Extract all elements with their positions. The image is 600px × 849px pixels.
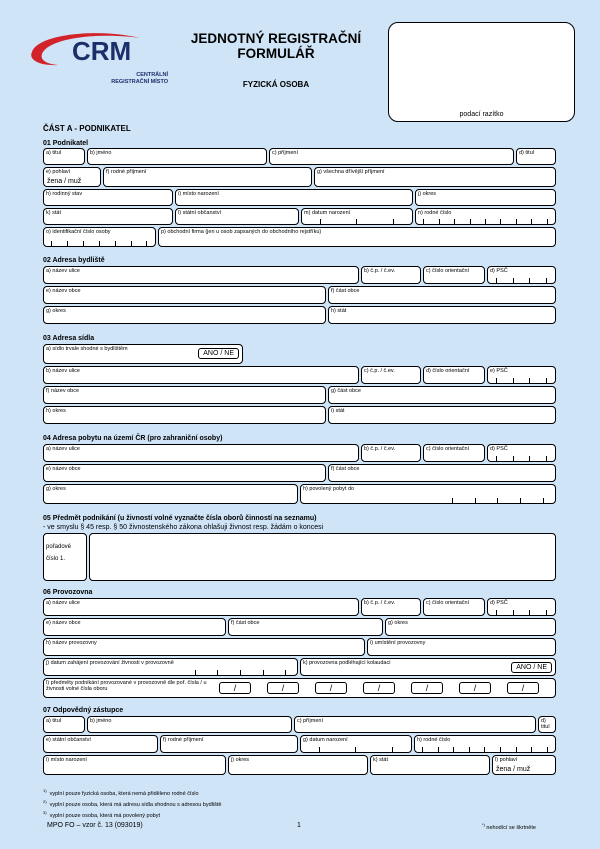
- s07-okres[interactable]: j) okres: [228, 755, 368, 775]
- crm-logo-text: CRM: [72, 36, 132, 66]
- s03-obec[interactable]: f) název obce: [43, 386, 326, 404]
- s03-okres[interactable]: h) okres: [43, 406, 326, 424]
- s07-titul-d[interactable]: d) titul: [538, 716, 556, 733]
- s06-row2: [43, 618, 556, 636]
- s07-misto[interactable]: i) místo narození: [43, 755, 226, 775]
- s06-nazev[interactable]: h) název provozovny: [43, 638, 365, 656]
- s01-misto[interactable]: i) místo narození: [175, 189, 413, 206]
- s01-rodne-prijmeni[interactable]: f) rodné příjmení: [103, 167, 312, 187]
- s04-obec[interactable]: e) název obce: [43, 464, 326, 482]
- form-code: MPO FO – vzor č. 13 (093019): [47, 822, 143, 829]
- s01-pohlavi[interactable]: e) pohlaví žena / muž: [43, 167, 101, 187]
- form-subtitle: FYZICKÁ OSOBA: [242, 80, 310, 89]
- s01-row2: [43, 167, 556, 187]
- s06-kolaudace[interactable]: k) provozovna podléhající kolaudaci ANO / NE: [300, 658, 556, 676]
- s06-psc[interactable]: d) PSČ: [487, 598, 556, 616]
- section-01-title: 01 Podnikatel: [43, 140, 89, 147]
- s06-umisteni[interactable]: i) umístění provozovny: [367, 638, 556, 656]
- s01-datum[interactable]: m) datum narození: [301, 208, 413, 225]
- s02-co[interactable]: c) číslo orientační: [423, 266, 485, 284]
- s03-ano-ne[interactable]: ANO / NE: [198, 348, 239, 359]
- s06-slot-2[interactable]: /: [267, 682, 299, 694]
- s02-obec[interactable]: e) název obce: [43, 286, 326, 304]
- s02-psc[interactable]: d) PSČ: [487, 266, 556, 284]
- s04-cp[interactable]: b) č.p. / č.ev.: [361, 444, 421, 462]
- s01-rc[interactable]: n) rodné číslo: [415, 208, 556, 225]
- s06-cp[interactable]: b) č.p. / č.ev.: [361, 598, 421, 616]
- s07-row1: [43, 716, 556, 733]
- section-02-title: 02 Adresa bydliště: [43, 257, 105, 264]
- s02-row1: [43, 266, 556, 284]
- s06-slot-3[interactable]: /: [315, 682, 347, 694]
- s02-ulice[interactable]: a) název ulice: [43, 266, 359, 284]
- part-title: ČÁST A - PODNIKATEL: [43, 124, 131, 133]
- s02-row2: [43, 286, 556, 304]
- s01-prijmeni[interactable]: c) příjmení: [269, 148, 514, 165]
- s05-predmet[interactable]: [89, 533, 556, 581]
- s06-slot-5[interactable]: /: [411, 682, 443, 694]
- s01-row3: [43, 189, 556, 206]
- s07-stat[interactable]: k) stát: [370, 755, 490, 775]
- s07-row3: [43, 755, 556, 775]
- s02-row3: [43, 306, 556, 324]
- s06-cast[interactable]: f) část obce: [228, 618, 383, 636]
- s06-slot-1[interactable]: /: [219, 682, 251, 694]
- s01-row4: [43, 208, 556, 225]
- s04-row1: [43, 444, 556, 462]
- s07-rodne[interactable]: f) rodné příjmení: [160, 735, 298, 753]
- s06-predmety[interactable]: l) předměty podnikání provozované v provozovně dle poř. čísla / u živnosti volné čísla oboru: [43, 678, 556, 698]
- footnote-3: $^{3)}$ vyplní pouze osoba, která má povolený pobyt: [43, 810, 160, 819]
- s01-rodinny[interactable]: h) rodinný stav: [43, 189, 173, 206]
- section-03-title: 03 Adresa sídla: [43, 335, 95, 342]
- stamp-label: podací razítko: [459, 111, 504, 118]
- s04-row3: [43, 484, 556, 504]
- s06-slot-6[interactable]: /: [459, 682, 491, 694]
- s05-row: [43, 533, 556, 581]
- s06-row1: [43, 598, 556, 616]
- page-number: 1: [297, 822, 301, 829]
- s01-drivejsi[interactable]: g) všechna dřívější příjmení: [314, 167, 556, 187]
- s03-psc[interactable]: e) PSČ: [487, 366, 556, 384]
- s07-prijmeni[interactable]: c) příjmení: [294, 716, 536, 733]
- s01-okres[interactable]: j) okres: [415, 189, 556, 206]
- section-07-title: 07 Odpovědný zástupce: [43, 707, 124, 714]
- s06-row3: [43, 638, 556, 656]
- footnote-strike: *) nehodící se škrtněte: [482, 822, 536, 831]
- s04-cast[interactable]: f) část obce: [328, 464, 556, 482]
- s06-slot-7[interactable]: /: [507, 682, 539, 694]
- section-04-title: 04 Adresa pobytu na území ČR (pro zahraniční osoby): [43, 435, 223, 442]
- s02-cp[interactable]: b) č.p. / č.ev.: [361, 266, 421, 284]
- s03-cp[interactable]: c) č.p. / č.ev.: [361, 366, 421, 384]
- section-05-title: 05 Předmět podnikání (u živností volné vyznačte čísla oborů činností na seznamu): [43, 515, 317, 522]
- s04-ulice[interactable]: a) název ulice: [43, 444, 359, 462]
- s02-okres[interactable]: g) okres: [43, 306, 326, 324]
- s03-cast[interactable]: g) část obce: [328, 386, 556, 404]
- s01-row1: [43, 148, 556, 165]
- s01-jmeno[interactable]: b) jméno: [87, 148, 267, 165]
- s07-pohlavi[interactable]: l) pohlaví žena / muž: [492, 755, 556, 775]
- stamp-box: [388, 22, 575, 122]
- s01-firma[interactable]: p) obchodní firma (jen u osob zapsaných do obchodního rejstříku): [158, 227, 556, 247]
- section-06-title: 06 Provozovna: [43, 589, 93, 596]
- s04-co[interactable]: c) číslo orientační: [423, 444, 485, 462]
- s07-rc[interactable]: h) rodné číslo: [414, 735, 556, 753]
- s03-row4: [43, 406, 556, 424]
- s01-row5: [43, 227, 556, 247]
- footnote-1: $^{1)}$ vyplní pouze fyzická osoba, která nemá přiděleno rodné číslo: [43, 788, 199, 797]
- s06-ano-ne[interactable]: ANO / NE: [511, 662, 552, 673]
- s06-zahajeni[interactable]: j) datum zahájení provozování živnosti v provozovně: [43, 658, 298, 676]
- s06-co[interactable]: c) číslo orientační: [423, 598, 485, 616]
- s03-stat[interactable]: i) stát: [328, 406, 556, 424]
- s03-co[interactable]: d) číslo orientační: [423, 366, 485, 384]
- s01-titul[interactable]: a) titul: [43, 148, 85, 165]
- s07-jmeno[interactable]: b) jméno: [87, 716, 292, 733]
- crm-logo-subtitle: CENTRÁLNÍ REGISTRAČNÍ MÍSTO: [111, 72, 168, 85]
- form-title: JEDNOTNÝ REGISTRAČNÍ FORMULÁŘ: [190, 31, 362, 61]
- footnote-2: $^{2)}$ vyplní pouze osoba, která má adresu sídla shodnou s adresou bydliště: [43, 799, 222, 808]
- s06-okres[interactable]: g) okres: [385, 618, 556, 636]
- s07-datum[interactable]: g) datum narození: [300, 735, 412, 753]
- s06-slot-4[interactable]: /: [363, 682, 395, 694]
- s03-ulice[interactable]: b) název ulice: [43, 366, 359, 384]
- s01-stat[interactable]: k) stát: [43, 208, 173, 225]
- s06-obec[interactable]: e) název obce: [43, 618, 226, 636]
- s02-stat[interactable]: h) stát: [328, 306, 556, 324]
- s01-ic[interactable]: o) identifikační číslo osoby: [43, 227, 156, 247]
- s02-cast[interactable]: f) část obce: [328, 286, 556, 304]
- s04-okres[interactable]: g) okres: [43, 484, 298, 504]
- s07-titul[interactable]: a) titul: [43, 716, 85, 733]
- s06-ulice[interactable]: a) název ulice: [43, 598, 359, 616]
- s07-obcanstvi[interactable]: e) státní občanství: [43, 735, 158, 753]
- s03-row2: [43, 366, 556, 384]
- s05-poradove: pořadové číslo 1.: [43, 533, 87, 581]
- s07-row2: [43, 735, 556, 753]
- s04-psc[interactable]: d) PSČ: [487, 444, 556, 462]
- s01-obcanstvi[interactable]: l) státní občanství: [175, 208, 299, 225]
- section-05-line2: - ve smyslu § 45 resp. § 50 živnostenského zákona ohlašuji živnost resp. žádám o koncesi: [43, 524, 324, 531]
- s06-row4: [43, 658, 556, 676]
- s04-pobyt[interactable]: h) povolený pobyt do: [300, 484, 556, 504]
- s03-row3: [43, 386, 556, 404]
- s03-row1: [43, 344, 243, 364]
- s01-titul-d[interactable]: d) titul: [516, 148, 556, 165]
- s03-shodne[interactable]: a) sídlo trvale shodné s bydlištěm ANO / NE: [43, 344, 243, 364]
- s04-row2: [43, 464, 556, 482]
